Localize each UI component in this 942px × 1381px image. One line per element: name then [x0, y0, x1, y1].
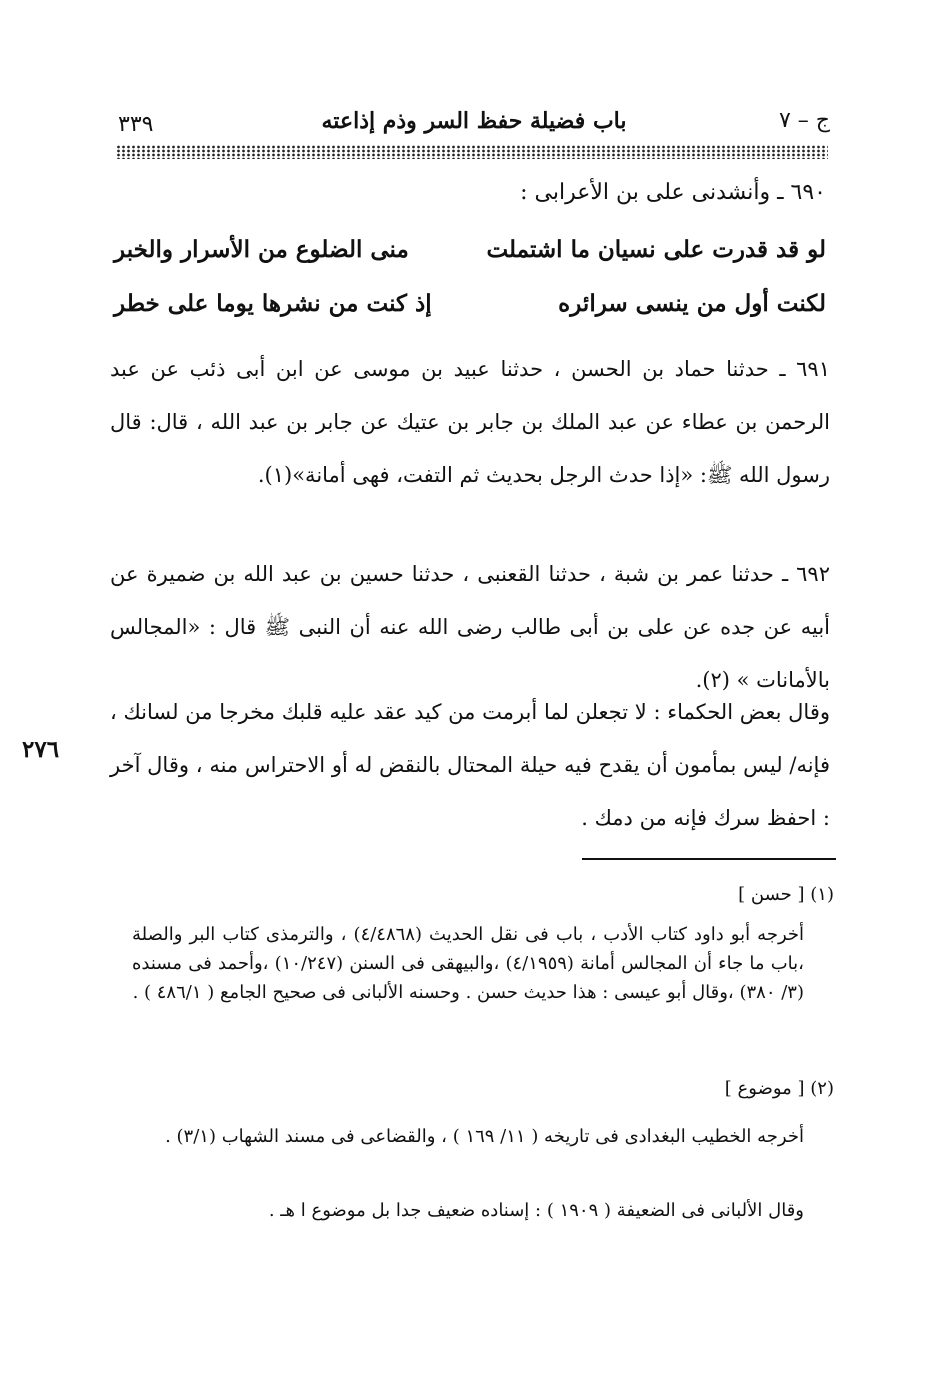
margin-manuscript-reference: ٢٧٦ [22, 736, 60, 763]
wisdom-saying: وقال بعض الحكماء : لا تجعلن لما أبرمت من كيد عقد عليه قلبك مخرجا من لسانك ، فإنه/ ليس بمأمون أن يقدح فيه حيلة المحتال بالنقض له أو الاحتراس منه ، وقال آخر : احفظ سرك فإنه من دمك . [110, 700, 830, 830]
hadith-691: ٦٩١ ـ حدثنا حماد بن الحسن ، حدثنا عبيد بن موسى عن ابن أبى ذئب عن عبد الرحمن بن عطاء عن عبد الملك بن جابر بن عتيك عن جابر بن عبد الله ، قال: قال رسول الله ﷺ: «إذا حدث الرجل بحديث ثم التفت، فهى أمانة»(١). [110, 357, 830, 487]
volume-number: ج – ٧ [778, 108, 830, 133]
verse-first-hemistich: لو قد قدرت على نسيان ما اشتملت [486, 236, 826, 263]
verse-second-hemistich: إذ كنت من نشرها يوما على خطر [114, 290, 432, 317]
page-header [118, 108, 830, 144]
footnote-1-label: (١) [ حسن ] [738, 884, 834, 905]
poem-verse [114, 290, 826, 340]
header-ornament-divider [116, 145, 828, 159]
verse-second-hemistich: منى الضلوع من الأسرار والخبر [114, 236, 409, 263]
footnote-2-text: أخرجه الخطيب البغدادى فى تاريخه ( ١١/ ١٦٩ ) ، والقضاعى فى مسند الشهاب (٣/١) . [165, 1126, 804, 1147]
verse-first-hemistich: لكنت أول من ينسى سرائره [558, 290, 826, 317]
footnote-2-text-continued: وقال الألبانى فى الضعيفة ( ١٩٠٩ ) : إسناده ضعيف جدا بل موضوع ا هـ . [268, 1200, 804, 1221]
page-number: ٣٣٩ [118, 112, 154, 137]
chapter-title: باب فضيلة حفظ السر وذم إذاعته [321, 108, 627, 134]
hadith-692: ٦٩٢ ـ حدثنا عمر بن شبة ، حدثنا القعنبى ، حدثنا حسين بن عبد الله بن ضميرة عن أبيه عن جده عن على بن أبى طالب رضى الله عنه أن النبى ﷺ قال : «المجالس بالأمانات » (٢). [110, 562, 830, 692]
footnote-separator [582, 858, 836, 860]
footnote-2-label: (٢) [ موضوع ] [724, 1078, 834, 1099]
poem-intro: ٦٩٠ ـ وأنشدنى على بن الأعرابى : [520, 180, 826, 205]
footnote-1-text: أخرجه أبو داود كتاب الأدب ، باب فى نقل الحديث (٤/٤٨٦٨) ، والترمذى كتاب البر والصلة ،باب ما جاء أن المجالس أمانة (٤/١٩٥٩) ،والبيهقى فى السنن (١٠/٢٤٧) ،وأحمد فى مسنده (٣/ ٣٨٠) ،وقال أبو عيسى : هذا حديث حسن . وحسنه الألبانى فى صحيح الجامع ( ٤٨٦/١ ) . [132, 924, 805, 1003]
poem-verse [114, 236, 826, 286]
